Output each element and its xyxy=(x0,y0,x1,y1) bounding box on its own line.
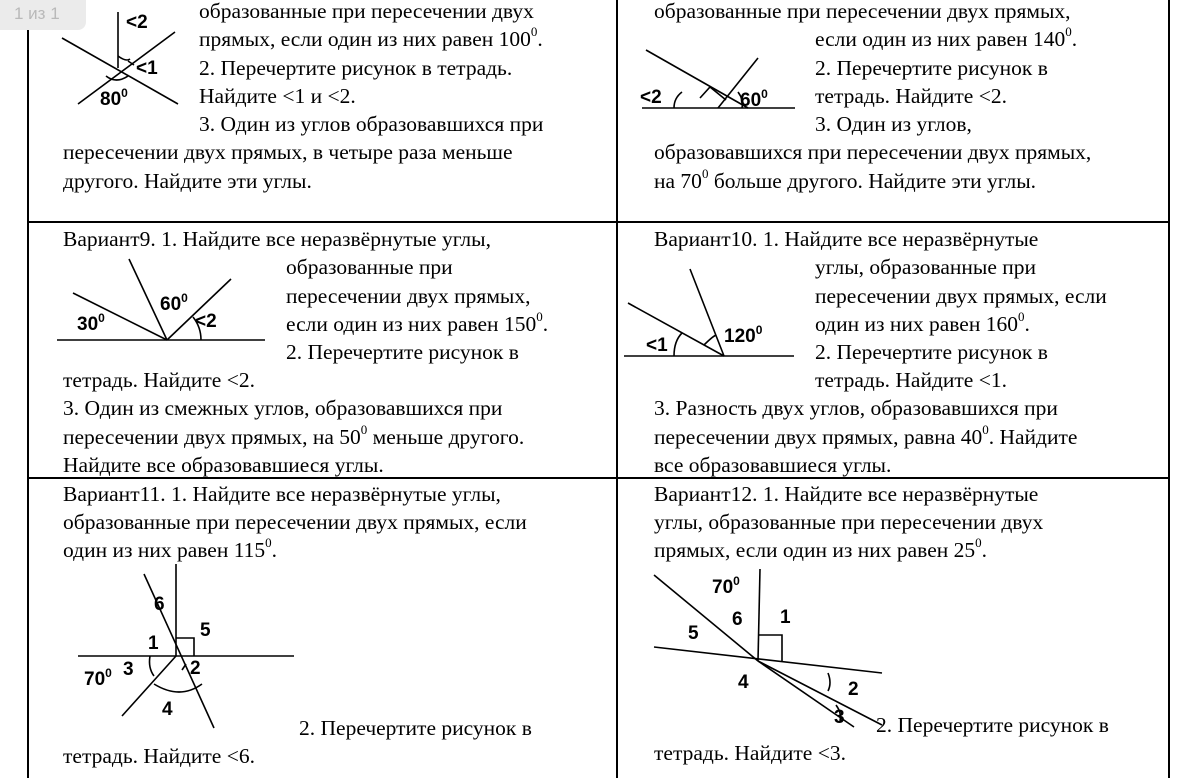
v9-line: 2. Перечертите рисунок в xyxy=(286,340,519,364)
v10-line: пересечении двух прямых, равна $40^0$. Найдите xyxy=(654,422,1078,449)
v12-arc-2 xyxy=(828,673,830,691)
v10-arc-120 xyxy=(704,335,716,345)
v10-line: 3. Разность двух углов, образовавшихся при xyxy=(654,396,1058,420)
v11-label-1: 1 xyxy=(148,633,159,654)
v10-line: 2. Перечертите рисунок в xyxy=(815,340,1048,364)
v12-right-angle xyxy=(758,635,782,661)
v7-line: другого. Найдите эти углы. xyxy=(63,169,312,193)
v12-ray-up xyxy=(758,569,760,661)
v9-line: если один из них равен $150^0$. xyxy=(286,309,549,336)
v7-arc-80 xyxy=(106,76,128,80)
v8-angle-figure xyxy=(630,40,805,115)
v12-line: тетрадь. Найдите <3. xyxy=(654,741,846,765)
v7-line: 3. Один из углов образовавшихся при xyxy=(199,112,544,136)
v8-line: образованные при пересечении двух прямых, xyxy=(654,0,1071,23)
v10-line: тетрадь. Найдите <1. xyxy=(815,368,1007,392)
v12-line-horizontal xyxy=(654,647,882,673)
table-border-right xyxy=(1168,0,1170,778)
v11-label-4: 4 xyxy=(162,699,173,720)
table-row-divider-1 xyxy=(27,221,1169,223)
v10-line: все образовавшиеся углы. xyxy=(654,453,892,477)
v12-angle-70-label: $70^0$ xyxy=(712,574,740,598)
v9-line: пересечении двух прямых, xyxy=(286,284,531,308)
v7-angle-2-label: <2 xyxy=(126,12,148,33)
v11-angle-70-label: $70^0$ xyxy=(84,666,112,690)
table-border-middle xyxy=(616,0,618,778)
v10-line: углы, образованные при xyxy=(815,255,1037,279)
v7-line: прямых, если один из них равен $100^0$. xyxy=(199,24,543,51)
v9-line: пересечении двух прямых, на $50^0$ меньше другого. xyxy=(63,422,525,449)
v11-line: образованные при пересечении двух прямых, если xyxy=(63,510,527,534)
v9-title-line: Вариант9. 1. Найдите все неразвёрнутые углы, xyxy=(63,227,491,251)
v10-title-line: Вариант10. 1. Найдите все неразвёрнутые xyxy=(654,227,1039,251)
table-border-left xyxy=(27,0,29,778)
v8-line: 3. Один из углов, xyxy=(815,112,972,136)
v9-line: тетрадь. Найдите <2. xyxy=(63,368,255,392)
v12-line: прямых, если один из них равен $25^0$. xyxy=(654,535,988,562)
v7-line: образованные при пересечении двух xyxy=(199,0,534,23)
v11-title-line: Вариант11. 1. Найдите все неразвёрнутые углы, xyxy=(63,482,501,506)
v7-line: Найдите <1 и <2. xyxy=(199,84,356,108)
v7-line: 2. Перечертите рисунок в тетрадь. xyxy=(199,56,513,80)
v12-line: углы, образованные при пересечении двух xyxy=(654,510,1044,534)
v11-label-5: 5 xyxy=(200,620,211,641)
v8-line: образовавшихся при пересечении двух прямых, xyxy=(654,140,1092,164)
v11-label-6: 6 xyxy=(154,594,165,615)
page-indicator: 1 из 1 xyxy=(0,0,86,30)
v7-line: пересечении двух прямых, в четыре раза меньше xyxy=(63,140,513,164)
v10-line: один из них равен $160^0$. xyxy=(815,309,1030,336)
v11-angle-figure xyxy=(70,560,300,725)
v9-line: 3. Один из смежных углов, образовавшихся при xyxy=(63,396,503,420)
v9-angle-60-label: $60^0$ xyxy=(160,291,188,315)
v10-angle-120-label: $120^0$ xyxy=(724,323,763,347)
v10-angle-figure xyxy=(622,265,797,360)
v12-label-6: 6 xyxy=(732,609,743,630)
v8-angle-2-label: <2 xyxy=(640,87,662,108)
v11-right-angle xyxy=(176,638,194,656)
v11-line: тетрадь. Найдите <6. xyxy=(63,744,255,768)
v8-line: если один из них равен $140^0$. xyxy=(815,24,1078,51)
v9-angle-2-label: <2 xyxy=(195,311,217,332)
v12-line: 2. Перечертите рисунок в xyxy=(876,713,1109,737)
v9-angle-figure xyxy=(55,255,270,350)
v10-arc-1 xyxy=(674,333,682,356)
v9-angle-30-label: $30^0$ xyxy=(77,311,105,335)
v12-label-4: 4 xyxy=(738,672,749,693)
v11-arc-3 xyxy=(150,656,155,676)
v11-line: 2. Перечертите рисунок в xyxy=(299,716,532,740)
v8-line: 2. Перечертите рисунок в xyxy=(815,56,1048,80)
v8-angle-60-label: $60^0$ xyxy=(740,87,768,111)
v7-angle-80-label: $80^0$ xyxy=(100,86,128,110)
v8-arc-2 xyxy=(674,92,682,108)
v11-label-3: 3 xyxy=(123,659,134,680)
v9-line: образованные при xyxy=(286,255,453,279)
v12-title-line: Вариант12. 1. Найдите все неразвёрнутые xyxy=(654,482,1039,506)
v10-line: пересечении двух прямых, если xyxy=(815,284,1107,308)
v10-angle-1-label: <1 xyxy=(646,335,668,356)
v7-angle-1-label: <1 xyxy=(136,58,158,79)
v11-label-2: 2 xyxy=(190,658,201,679)
v9-line: Найдите все образовавшиеся углы. xyxy=(63,453,384,477)
v12-label-3: 3 xyxy=(834,707,845,728)
v7-arc-2 xyxy=(118,56,130,60)
v12-label-2: 2 xyxy=(848,679,859,700)
v10-line-a xyxy=(628,303,724,356)
v8-line: тетрадь. Найдите <2. xyxy=(815,84,1007,108)
v12-angle-figure xyxy=(650,565,885,735)
v12-label-5: 5 xyxy=(688,623,699,644)
v12-label-1: 1 xyxy=(780,607,791,628)
v11-line: один из них равен $115^0$. xyxy=(63,535,278,562)
v8-line: на $70^0$ больше другого. Найдите эти углы. xyxy=(654,166,1037,193)
